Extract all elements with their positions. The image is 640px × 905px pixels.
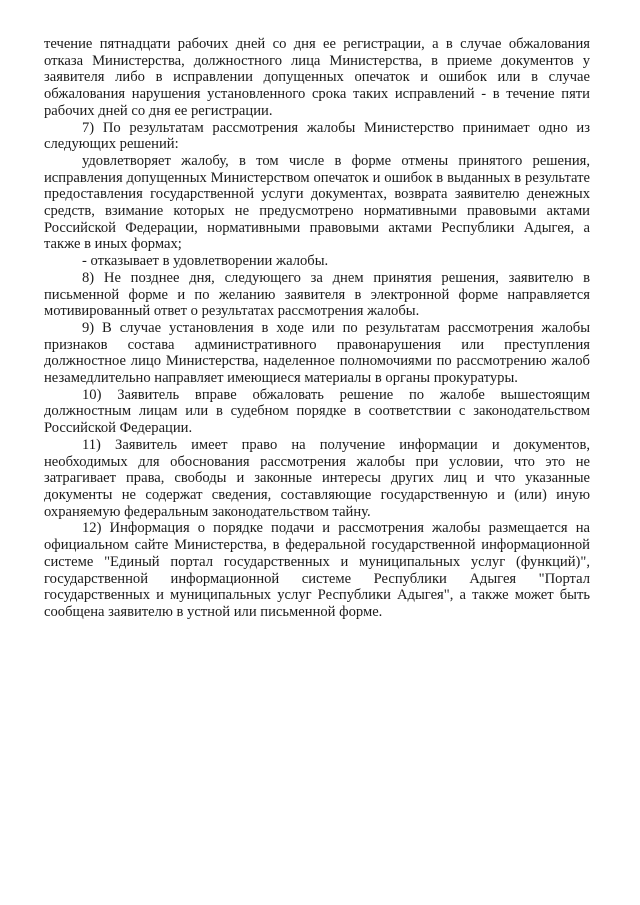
paragraph-item-8: 8) Не позднее дня, следующего за днем принятия решения, заявителю в письменной форме и по желанию заявителя в электронной форме направляется мотивированный ответ о результатах рассмотрения жалобы. — [44, 269, 590, 320]
paragraph-item-7: 7) По результатам рассмотрения жалобы Министерство принимает одно из следующих решений: — [44, 119, 590, 153]
paragraph-decision-refuse: - отказывает в удовлетворении жалобы. — [82, 253, 329, 270]
paragraph-item-9: 9) В случае установления в ходе или по результатам рассмотрения жалобы признаков состава административного правонарушения или преступления должностное лицо Министерства, наделенное полномочиями по рассмотрению жалоб незамедлительно направляет имеющиеся материалы в органы прокуратуры. — [44, 319, 590, 387]
paragraph-item-10: 10) Заявитель вправе обжаловать решение по жалобе вышестоящим должностным лицам или в судебном порядке в соответствии с законодательством Российской Федерации. — [44, 386, 590, 437]
document-page — [44, 36, 590, 621]
paragraph-item-11: 11) Заявитель имеет право на получение информации и документов, необходимых для обоснования рассмотрения жалобы при условии, что это не затрагивает права, свободы и законные интересы других лиц и что указанные документы не содержат сведения, составляющие государственную и (или) иную охраняемую федеральным законодательством тайну. — [44, 436, 590, 520]
paragraph-continuation: течение пятнадцати рабочих дней со дня ее регистрации, а в случае обжалования отказа Министерства, должностного лица Министерства, в приеме документов у заявителя либо в исправлении допущенных опечаток и ошибок или в случае обжалования нарушения установленного срока таких исправлений - в течение пяти рабочих дней со дня ее регистрации. — [44, 36, 590, 119]
paragraph-item-12: 12) Информация о порядке подачи и рассмотрения жалобы размещается на официальном сайте Министерства, в федеральной государственной информационной системе "Единый портал государственных и муниципальных услуг (функций)", государственной информационной системе Республики Адыгея "Портал государственных и муниципальных услуг Республики Адыгея", а также может быть сообщена заявителю в устной или письменной форме. — [44, 520, 590, 620]
paragraph-decision-satisfy: удовлетворяет жалобу, в том числе в форме отмены принятого решения, исправления допущенных Министерством опечаток и ошибок в выданных в результате предоставления государственной услуги документах, возврата заявителю денежных средств, взимание которых не предусмотрено нормативными правовыми актами Российской Федерации, нормативными правовыми актами Республики Адыгея, а также в иных формах; — [44, 152, 590, 253]
